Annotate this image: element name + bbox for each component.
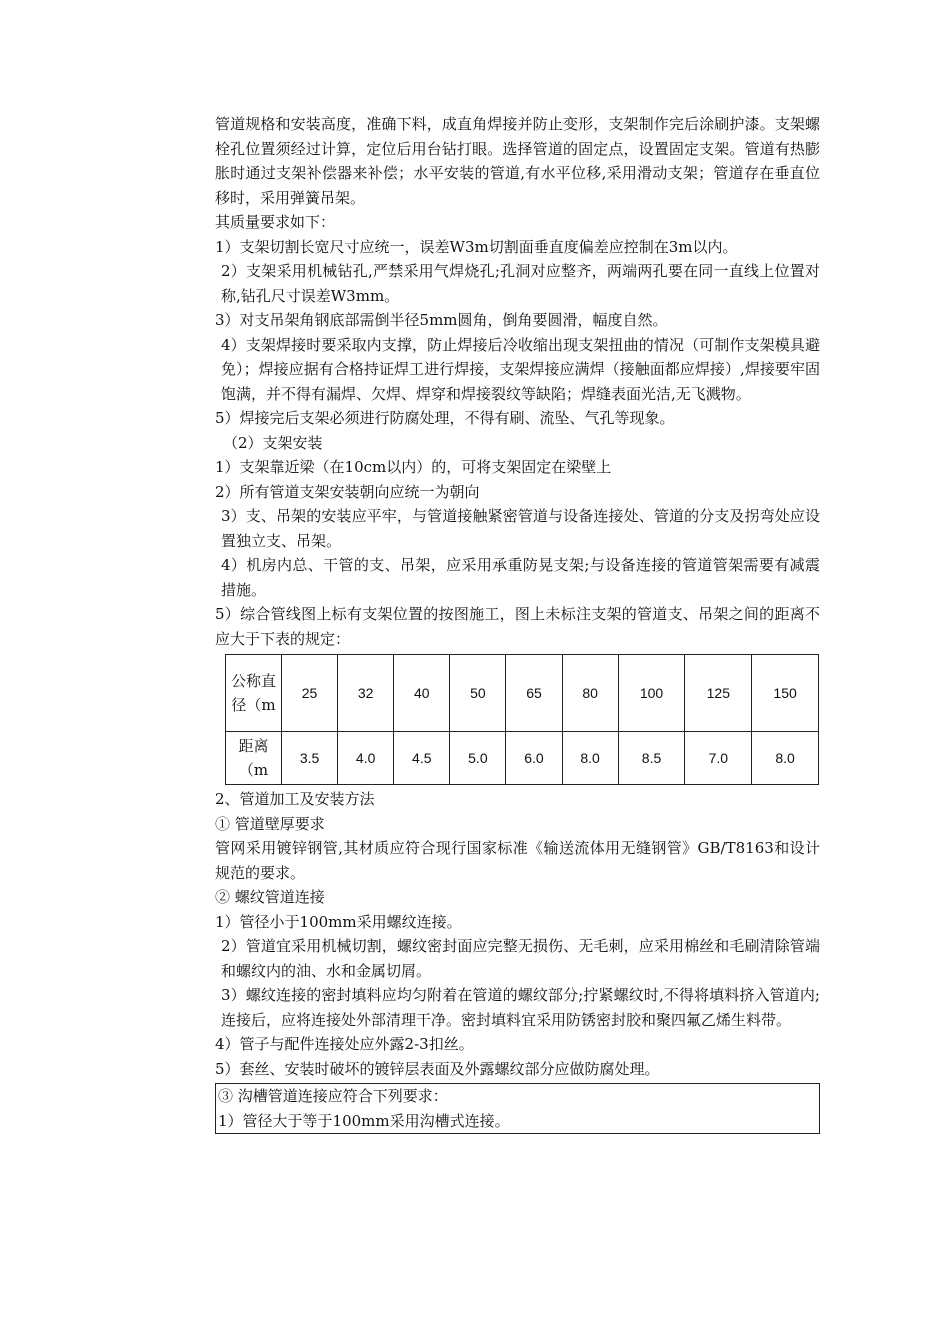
table-cell: 5.0 <box>450 732 506 785</box>
paragraph-quality-3: 3）对支吊架角钢底部需倒半径5mm圆角，倒角要圆滑，幅度自然。 <box>215 311 668 329</box>
table-cell: 6.0 <box>506 732 562 785</box>
table-row <box>226 732 819 785</box>
table-row-header-distance: 距离（m <box>226 732 282 785</box>
table-row <box>226 655 819 732</box>
section-heading-support-install: （2）支架安装 <box>223 433 323 452</box>
table-cell: 50 <box>450 655 506 732</box>
paragraph-install-4: 4）机房内总、干管的支、吊架，应采用承重防晃支架;与设备连接的管道管架需要有减震措施。 <box>221 556 820 599</box>
paragraph-quality-5: 5）焊接完后支架必须进行防腐处理，不得有刷、流坠、气孔等现象。 <box>215 409 675 427</box>
document-page <box>215 112 820 1134</box>
grooved-connection-box <box>215 1083 820 1134</box>
subheading-threaded-connection: ② 螺纹管道连接 <box>215 888 325 906</box>
table-cell: 150 <box>752 655 819 732</box>
table-cell: 25 <box>282 655 338 732</box>
paragraph-quality-heading: 其质量要求如下： <box>215 213 336 231</box>
table-cell: 8.0 <box>752 732 819 785</box>
paragraph-quality-4: 4）支架焊接时要采取内支撑，防止焊接后冷收缩出现支架扭曲的情况（可制作支架模具避免）；焊接应据有合格持证焊工进行焊接，支架焊接应满焊（接触面都应焊接）,焊接要牢固饱满，并不得有漏焊、欠焊、焊穿和焊接裂纹等缺陷；焊缝表面光洁,无飞溅物。 <box>221 335 820 403</box>
paragraph-install-2: 2）所有管道支架安装朝向应统一为朝向 <box>215 482 480 501</box>
table-cell: 3.5 <box>282 732 338 785</box>
paragraph-wall-thickness: 管网采用镀锌钢管,其材质应符合现行国家标准《输送流体用无缝钢管》GB/T8163和设计规范的要求。 <box>215 839 820 882</box>
table-cell: 4.5 <box>394 732 450 785</box>
table-cell: 100 <box>618 655 685 732</box>
table-cell: 8.5 <box>618 732 685 785</box>
table-cell: 32 <box>338 655 394 732</box>
paragraph-threaded-1: 1）管径小于100mm采用螺纹连接。 <box>215 912 462 931</box>
paragraph-install-5: 5）综合管线图上标有支架位置的按图施工，图上未标注支架的管道支、吊架之间的距离不应大于下表的规定： <box>215 605 820 648</box>
paragraph-install-1: 1）支架靠近梁（在10cm以内）的，可将支架固定在梁壁上 <box>215 458 612 476</box>
subheading-grooved-connection: ③ 沟槽管道连接应符合下列要求： <box>218 1087 448 1105</box>
paragraph-quality-2: 2）支架采用机械钻孔,严禁采用气焊烧孔;孔洞对应整齐，两端两孔要在同一直线上位置对称,钻孔尺寸误差W3mm。 <box>221 262 820 305</box>
table-cell: 8.0 <box>562 732 618 785</box>
paragraph-threaded-4: 4）管子与配件连接处应外露2-3扣丝。 <box>215 1035 474 1053</box>
paragraph-threaded-2: 2）管道宜采用机械切割，螺纹密封面应完整无损伤、无毛刺，应采用棉丝和毛刷清除管端和螺纹内的油、水和金属切屑。 <box>221 937 820 980</box>
support-spacing-table <box>225 654 819 785</box>
table-cell: 7.0 <box>685 732 752 785</box>
paragraph-quality-1: 1）支架切割长宽尺寸应统一，误差W3m切割面垂直度偏差应控制在3m以内。 <box>215 237 738 256</box>
paragraph-intro: 管道规格和安装高度，准确下料，成直角焊接并防止变形，支架制作完后涂刷护漆。支架螺栓孔位置须经过计算，定位后用台钻打眼。选择管道的固定点，设置固定支架。管道有热膨胀时通过支架补偿器来补偿；水平安装的管道,有水平位移,采用滑动支架；管道存在垂直位移时，采用弹簧吊架。 <box>215 115 820 207</box>
paragraph-threaded-3: 3）螺纹连接的密封填料应均匀附着在管道的螺纹部分;拧紧螺纹时,不得将填料挤入管道内;连接后，应将连接处外部清理干净。密封填料宜采用防锈密封胶和聚四氟乙烯生料带。 <box>221 986 820 1029</box>
subheading-wall-thickness: ① 管道壁厚要求 <box>215 814 325 833</box>
paragraph-threaded-5: 5）套丝、安装时破坏的镀锌层表面及外露螺纹部分应做防腐处理。 <box>215 1059 660 1078</box>
table-cell: 80 <box>562 655 618 732</box>
table-cell: 4.0 <box>338 732 394 785</box>
table-cell: 40 <box>394 655 450 732</box>
paragraph-install-3: 3）支、吊架的安装应平牢，与管道接触紧密管道与设备连接处、管道的分支及拐弯处应设置独立支、吊架。 <box>221 507 820 550</box>
table-cell: 65 <box>506 655 562 732</box>
table-cell: 125 <box>685 655 752 732</box>
paragraph-grooved-1: 1）管径大于等于100mm采用沟槽式连接。 <box>218 1111 510 1130</box>
table-row-header-diameter: 公称直径（m <box>226 655 282 732</box>
section-heading-pipe-processing: 2、管道加工及安装方法 <box>215 790 375 808</box>
